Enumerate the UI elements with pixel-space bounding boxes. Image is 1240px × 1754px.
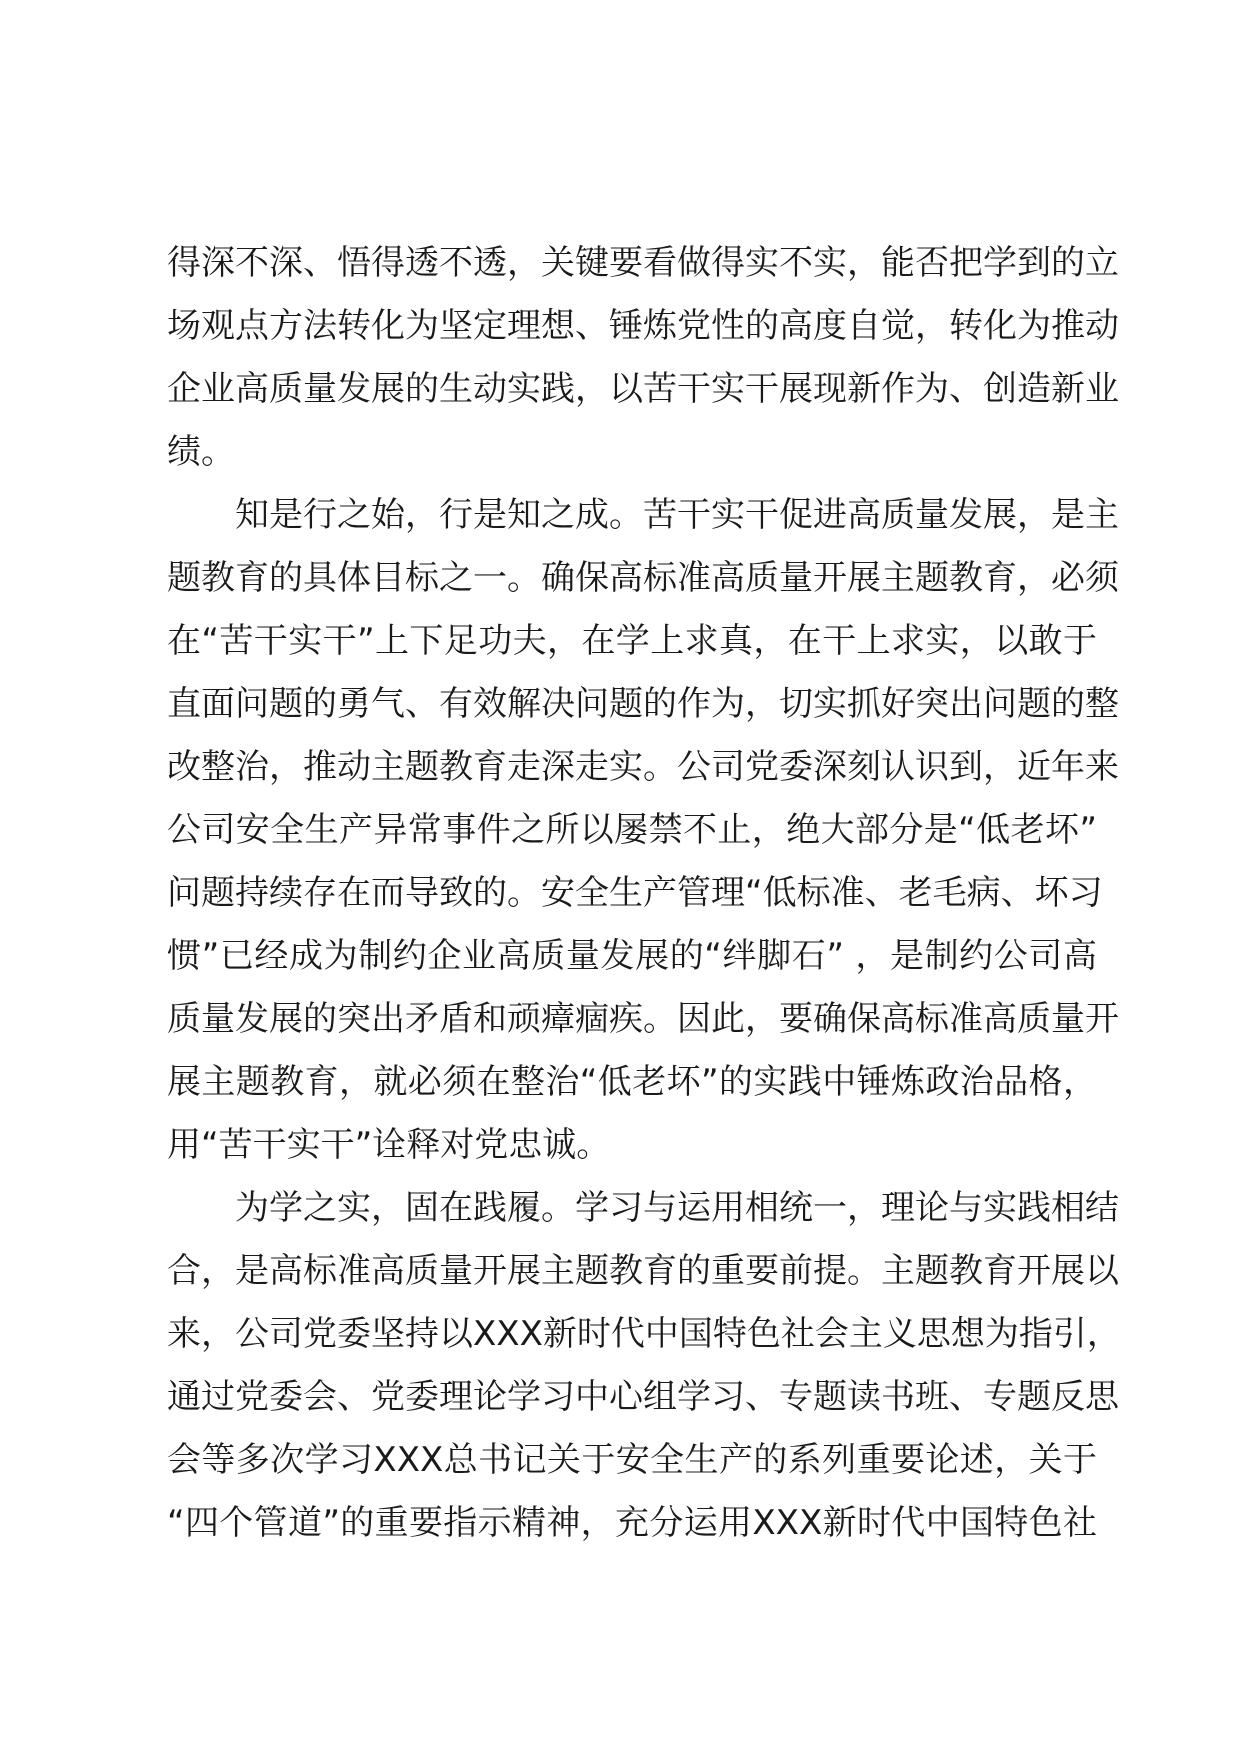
text-line: 得深不深、悟得透不透，关键要看做得实不实，能否把学到的立 bbox=[167, 243, 1119, 283]
text-line: 知是行之始，行是知之成。苦干实干促进高质量发展，是主 bbox=[235, 495, 1119, 535]
text-line: 质量发展的突出矛盾和顽瘴痼疾。因此，要确保高标准高质量开 bbox=[167, 999, 1119, 1039]
text-line: 题教育的具体目标之一。确保高标准高质量开展主题教育，必须 bbox=[167, 558, 1119, 598]
text-line: 合，是高标准高质量开展主题教育的重要前提。主题教育开展以 bbox=[167, 1251, 1119, 1291]
text-line: 问题持续存在而导致的。安全生产管理“低标准、老毛病、坏习 bbox=[167, 873, 1103, 913]
text-line: 会等多次学习XXX总书记关于安全生产的系列重要论述，关于 bbox=[167, 1440, 1097, 1480]
text-line: 惯”已经成为制约企业高质量发展的“绊脚石” ，是制约公司高 bbox=[167, 936, 1097, 976]
body-text bbox=[167, 232, 1121, 1555]
text-line: 用“苦干实干”诠释对党忠诚。 bbox=[167, 1125, 611, 1165]
text-line: 在“苦干实干”上下足功夫，在学上求真，在干上求实，以敢于 bbox=[167, 621, 1097, 661]
text-line: 直面问题的勇气、有效解决问题的作为，切实抓好突出问题的整 bbox=[167, 684, 1119, 724]
text-line: 场观点方法转化为坚定理想、锤炼党性的高度自觉，转化为推动 bbox=[167, 306, 1119, 346]
text-line: 改整治，推动主题教育走深走实。公司党委深刻认识到，近年来 bbox=[167, 747, 1119, 787]
text-line: 展主题教育，就必须在整治“低老坏”的实践中锤炼政治品格， bbox=[167, 1062, 1097, 1102]
text-line: 绩。 bbox=[167, 432, 235, 472]
text-line: 企业高质量发展的生动实践，以苦干实干展现新作为、创造新业 bbox=[167, 369, 1119, 409]
text-line: 来，公司党委坚持以XXX新时代中国特色社会主义思想为指引， bbox=[167, 1314, 1121, 1354]
text-line: 为学之实，固在践履。学习与运用相统一，理论与实践相结 bbox=[235, 1188, 1119, 1228]
text-line: 通过党委会、党委理论学习中心组学习、专题读书班、专题反思 bbox=[167, 1377, 1119, 1417]
text-line: “四个管道”的重要指示精神，充分运用XXX新时代中国特色社 bbox=[167, 1503, 1097, 1543]
text-line: 公司安全生产异常事件之所以屡禁不止，绝大部分是“低老坏” bbox=[167, 810, 1097, 850]
